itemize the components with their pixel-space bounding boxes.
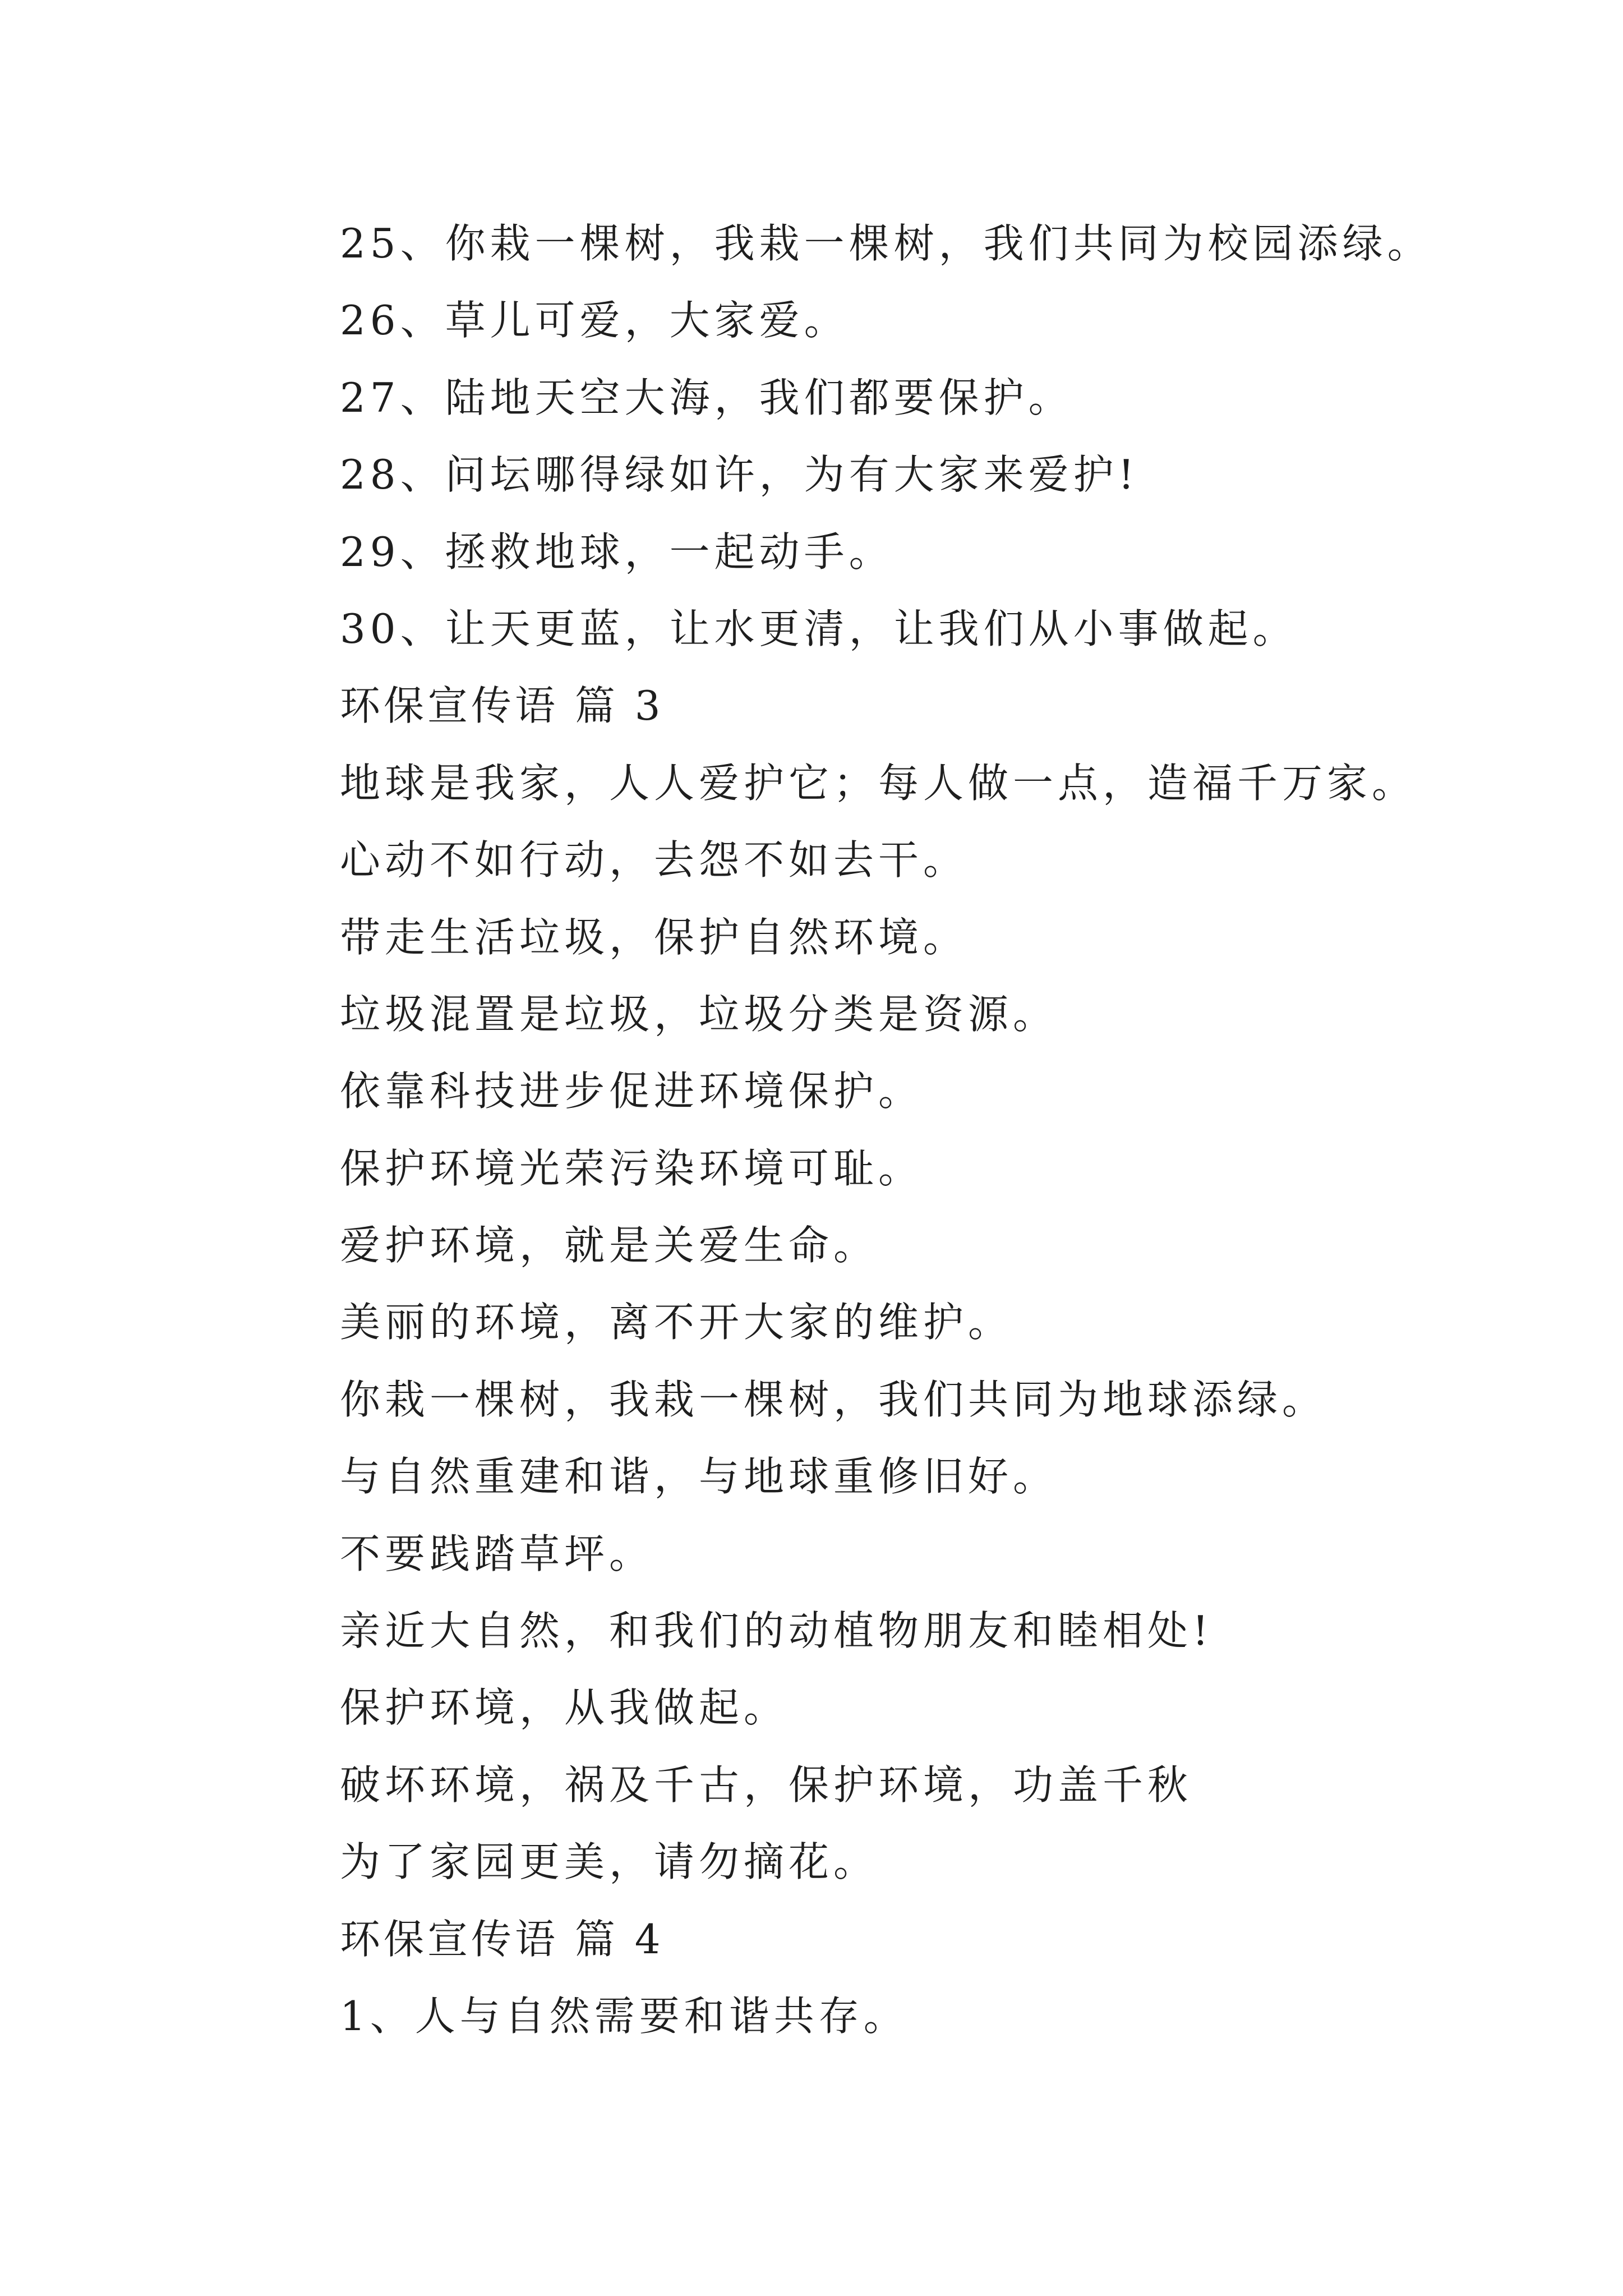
slogan-item: 破坏环境，祸及千古，保护环境，功盖千秋: [340, 1761, 1193, 1809]
slogan-item: 地球是我家，人人爱护它；每人做一点，造福千万家。: [340, 759, 1417, 807]
slogan-item: 亲近大自然，和我们的动植物朋友和睦相处!: [340, 1607, 1213, 1655]
slogan-item: 依靠科技进步促进环境保护。: [340, 1068, 924, 1115]
document-body: [340, 205, 1518, 2055]
slogan-item: 28、问坛哪得绿如许，为有大家来爱护!: [340, 451, 1139, 499]
slogan-item: 垃圾混置是垃圾，垃圾分类是资源。: [340, 990, 1058, 1038]
slogan-item: 爱护环境，就是关爱生命。: [340, 1222, 879, 1269]
slogan-item: 27、陆地天空大海，我们都要保护。: [340, 374, 1073, 421]
slogan-item: 不要践踏草坪。: [340, 1530, 654, 1577]
slogan-item: 美丽的环境，离不开大家的维护。: [340, 1299, 1013, 1346]
slogan-item: 26、草儿可爱，大家爱。: [340, 297, 849, 344]
section-heading: 环保宣传语 篇 3: [340, 682, 664, 730]
slogan-item: 你栽一棵树，我栽一棵树，我们共同为地球添绿。: [340, 1375, 1327, 1423]
slogan-item: 与自然重建和谐，与地球重修旧好。: [340, 1453, 1058, 1501]
slogan-item: 25、你栽一棵树，我栽一棵树，我们共同为校园添绿。: [340, 220, 1432, 267]
slogan-item: 带走生活垃圾，保护自然环境。: [340, 913, 969, 961]
slogan-item: 保护环境，从我做起。: [340, 1684, 789, 1732]
slogan-item: 心动不如行动，去怨不如去干。: [340, 836, 969, 884]
slogan-item: 1、人与自然需要和谐共存。: [340, 1992, 909, 2040]
slogan-item: 为了家园更美，请勿摘花。: [340, 1838, 879, 1886]
slogan-item: 29、拯救地球，一起动手。: [340, 528, 894, 576]
slogan-item: 保护环境光荣污染环境可耻。: [340, 1144, 924, 1192]
slogan-item: 30、让天更蓝，让水更清，让我们从小事做起。: [340, 605, 1298, 652]
section-heading: 环保宣传语 篇 4: [340, 1915, 664, 1963]
